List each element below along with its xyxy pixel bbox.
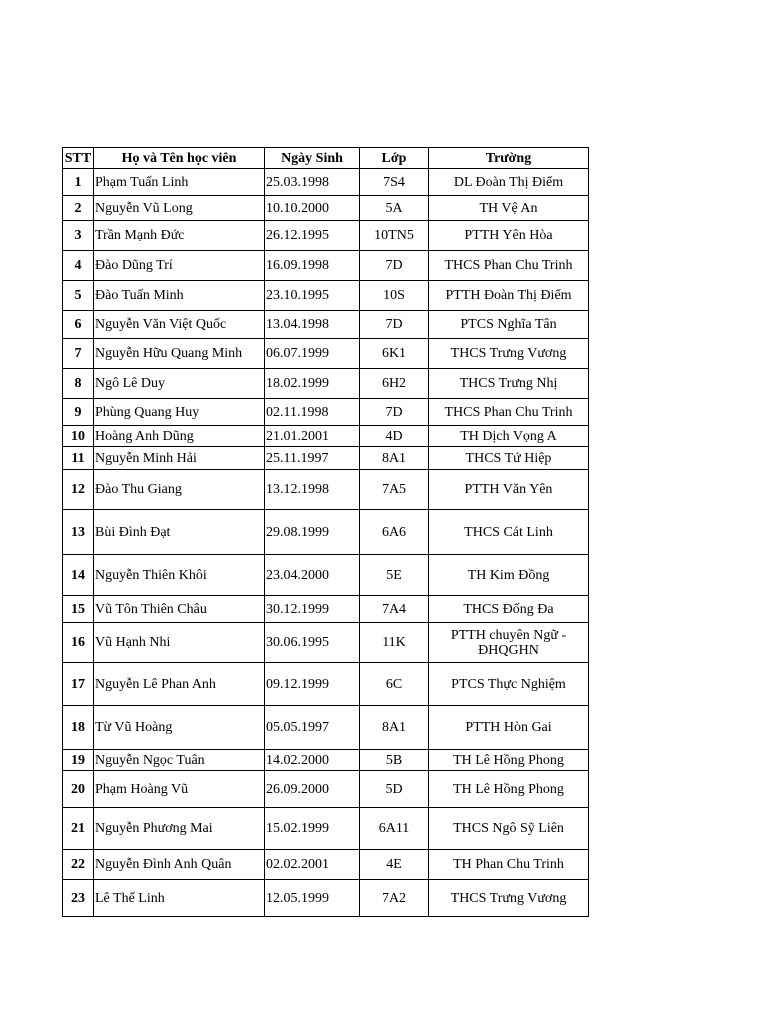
row-dob: 13.04.1998 bbox=[265, 311, 360, 339]
row-class: 7D bbox=[360, 399, 429, 426]
row-school: TH Kim Đồng bbox=[429, 555, 589, 596]
row-school: PTTH chuyên Ngữ - ĐHQGHN bbox=[429, 623, 589, 663]
row-dob: 30.06.1995 bbox=[265, 623, 360, 663]
table-row bbox=[63, 596, 589, 623]
row-stt: 6 bbox=[63, 311, 94, 339]
row-stt: 4 bbox=[63, 251, 94, 281]
row-name: Nguyễn Minh Hải bbox=[94, 447, 265, 470]
row-school: THCS Tứ Hiệp bbox=[429, 447, 589, 470]
row-school: THCS Cát Linh bbox=[429, 510, 589, 555]
row-stt: 21 bbox=[63, 808, 94, 850]
row-dob: 26.09.2000 bbox=[265, 771, 360, 808]
table-row bbox=[63, 251, 589, 281]
row-dob: 25.11.1997 bbox=[265, 447, 360, 470]
row-name: Bùi Đình Đạt bbox=[94, 510, 265, 555]
row-dob: 30.12.1999 bbox=[265, 596, 360, 623]
row-name: Nguyễn Đình Anh Quân bbox=[94, 850, 265, 880]
row-class: 7A4 bbox=[360, 596, 429, 623]
row-school: PTCS Nghĩa Tân bbox=[429, 311, 589, 339]
row-stt: 18 bbox=[63, 706, 94, 750]
table-row bbox=[63, 771, 589, 808]
row-name: Nguyễn Ngọc Tuân bbox=[94, 750, 265, 771]
row-school: THCS Ngô Sỹ Liên bbox=[429, 808, 589, 850]
header-name: Họ và Tên học viên bbox=[94, 148, 265, 169]
row-dob: 18.02.1999 bbox=[265, 369, 360, 399]
row-school: PTCS Thực Nghiệm bbox=[429, 663, 589, 706]
row-name: Vũ Tôn Thiên Châu bbox=[94, 596, 265, 623]
row-school: PTTH Văn Yên bbox=[429, 470, 589, 510]
row-class: 7S4 bbox=[360, 169, 429, 196]
row-class: 6K1 bbox=[360, 339, 429, 369]
row-stt: 3 bbox=[63, 221, 94, 251]
row-school: PTTH Yên Hòa bbox=[429, 221, 589, 251]
table-row bbox=[63, 281, 589, 311]
row-dob: 02.11.1998 bbox=[265, 399, 360, 426]
row-dob: 06.07.1999 bbox=[265, 339, 360, 369]
row-stt: 11 bbox=[63, 447, 94, 470]
row-name: Trần Mạnh Đức bbox=[94, 221, 265, 251]
table-row bbox=[63, 750, 589, 771]
header-school: Trường bbox=[429, 148, 589, 169]
row-stt: 5 bbox=[63, 281, 94, 311]
row-class: 6A6 bbox=[360, 510, 429, 555]
row-name: Đào Thu Giang bbox=[94, 470, 265, 510]
row-dob: 16.09.1998 bbox=[265, 251, 360, 281]
row-name: Lê Thế Linh bbox=[94, 880, 265, 917]
row-stt: 23 bbox=[63, 880, 94, 917]
row-class: 5E bbox=[360, 555, 429, 596]
row-stt: 20 bbox=[63, 771, 94, 808]
row-name: Hoàng Anh Dũng bbox=[94, 426, 265, 447]
row-dob: 10.10.2000 bbox=[265, 196, 360, 221]
row-school: THCS Trưng Vương bbox=[429, 339, 589, 369]
row-school: TH Dịch Vọng A bbox=[429, 426, 589, 447]
row-class: 7A2 bbox=[360, 880, 429, 917]
row-stt: 10 bbox=[63, 426, 94, 447]
table-row bbox=[63, 880, 589, 917]
row-name: Nguyễn Văn Việt Quốc bbox=[94, 311, 265, 339]
table-row bbox=[63, 555, 589, 596]
table-header-row bbox=[63, 148, 589, 169]
row-name: Từ Vũ Hoàng bbox=[94, 706, 265, 750]
row-school: THCS Trưng Nhị bbox=[429, 369, 589, 399]
table-row bbox=[63, 399, 589, 426]
row-dob: 29.08.1999 bbox=[265, 510, 360, 555]
row-class: 7A5 bbox=[360, 470, 429, 510]
row-stt: 17 bbox=[63, 663, 94, 706]
header-dob: Ngày Sinh bbox=[265, 148, 360, 169]
row-name: Vũ Hạnh Nhi bbox=[94, 623, 265, 663]
table-row bbox=[63, 850, 589, 880]
table-row bbox=[63, 221, 589, 251]
header-class: Lớp bbox=[360, 148, 429, 169]
row-dob: 12.05.1999 bbox=[265, 880, 360, 917]
row-dob: 05.05.1997 bbox=[265, 706, 360, 750]
row-stt: 15 bbox=[63, 596, 94, 623]
row-school: PTTH Hòn Gai bbox=[429, 706, 589, 750]
row-class: 8A1 bbox=[360, 447, 429, 470]
row-class: 5B bbox=[360, 750, 429, 771]
row-name: Nguyễn Phương Mai bbox=[94, 808, 265, 850]
row-name: Nguyễn Lê Phan Anh bbox=[94, 663, 265, 706]
table-row bbox=[63, 196, 589, 221]
row-stt: 22 bbox=[63, 850, 94, 880]
row-school: TH Vệ An bbox=[429, 196, 589, 221]
row-stt: 7 bbox=[63, 339, 94, 369]
row-name: Nguyễn Thiên Khôi bbox=[94, 555, 265, 596]
row-class: 7D bbox=[360, 311, 429, 339]
row-class: 10TN5 bbox=[360, 221, 429, 251]
table-row bbox=[63, 663, 589, 706]
student-table bbox=[62, 147, 589, 917]
row-dob: 09.12.1999 bbox=[265, 663, 360, 706]
table-row bbox=[63, 339, 589, 369]
row-name: Phạm Tuấn Linh bbox=[94, 169, 265, 196]
row-dob: 02.02.2001 bbox=[265, 850, 360, 880]
row-stt: 16 bbox=[63, 623, 94, 663]
row-name: Phạm Hoàng Vũ bbox=[94, 771, 265, 808]
table-row bbox=[63, 808, 589, 850]
row-dob: 21.01.2001 bbox=[265, 426, 360, 447]
row-class: 8A1 bbox=[360, 706, 429, 750]
row-class: 7D bbox=[360, 251, 429, 281]
row-stt: 1 bbox=[63, 169, 94, 196]
row-stt: 14 bbox=[63, 555, 94, 596]
row-class: 6A11 bbox=[360, 808, 429, 850]
row-dob: 23.10.1995 bbox=[265, 281, 360, 311]
row-class: 4E bbox=[360, 850, 429, 880]
row-school: THCS Phan Chu Trinh bbox=[429, 399, 589, 426]
row-dob: 25.03.1998 bbox=[265, 169, 360, 196]
row-dob: 26.12.1995 bbox=[265, 221, 360, 251]
row-stt: 2 bbox=[63, 196, 94, 221]
table-row bbox=[63, 510, 589, 555]
row-stt: 8 bbox=[63, 369, 94, 399]
row-school: THCS Phan Chu Trinh bbox=[429, 251, 589, 281]
table-row bbox=[63, 311, 589, 339]
row-dob: 14.02.2000 bbox=[265, 750, 360, 771]
row-school: TH Lê Hồng Phong bbox=[429, 750, 589, 771]
table-row bbox=[63, 706, 589, 750]
row-name: Nguyễn Hữu Quang Minh bbox=[94, 339, 265, 369]
row-name: Đào Dũng Trí bbox=[94, 251, 265, 281]
table-row bbox=[63, 369, 589, 399]
row-class: 11K bbox=[360, 623, 429, 663]
row-name: Đào Tuấn Minh bbox=[94, 281, 265, 311]
row-stt: 12 bbox=[63, 470, 94, 510]
row-school: DL Đoàn Thị Điểm bbox=[429, 169, 589, 196]
table-row bbox=[63, 426, 589, 447]
table-row bbox=[63, 447, 589, 470]
row-stt: 9 bbox=[63, 399, 94, 426]
row-class: 5A bbox=[360, 196, 429, 221]
row-school: THCS Trưng Vương bbox=[429, 880, 589, 917]
row-class: 6C bbox=[360, 663, 429, 706]
row-class: 10S bbox=[360, 281, 429, 311]
row-school: THCS Đống Đa bbox=[429, 596, 589, 623]
row-stt: 19 bbox=[63, 750, 94, 771]
table-row bbox=[63, 169, 589, 196]
row-name: Phùng Quang Huy bbox=[94, 399, 265, 426]
header-stt: STT bbox=[63, 148, 94, 169]
row-school: TH Phan Chu Trinh bbox=[429, 850, 589, 880]
row-stt: 13 bbox=[63, 510, 94, 555]
row-dob: 13.12.1998 bbox=[265, 470, 360, 510]
row-dob: 23.04.2000 bbox=[265, 555, 360, 596]
table-row bbox=[63, 623, 589, 663]
row-class: 6H2 bbox=[360, 369, 429, 399]
row-name: Ngô Lê Duy bbox=[94, 369, 265, 399]
table-row bbox=[63, 470, 589, 510]
row-name: Nguyễn Vũ Long bbox=[94, 196, 265, 221]
row-class: 4D bbox=[360, 426, 429, 447]
row-dob: 15.02.1999 bbox=[265, 808, 360, 850]
row-class: 5D bbox=[360, 771, 429, 808]
row-school: PTTH Đoàn Thị Điểm bbox=[429, 281, 589, 311]
row-school: TH Lê Hồng Phong bbox=[429, 771, 589, 808]
